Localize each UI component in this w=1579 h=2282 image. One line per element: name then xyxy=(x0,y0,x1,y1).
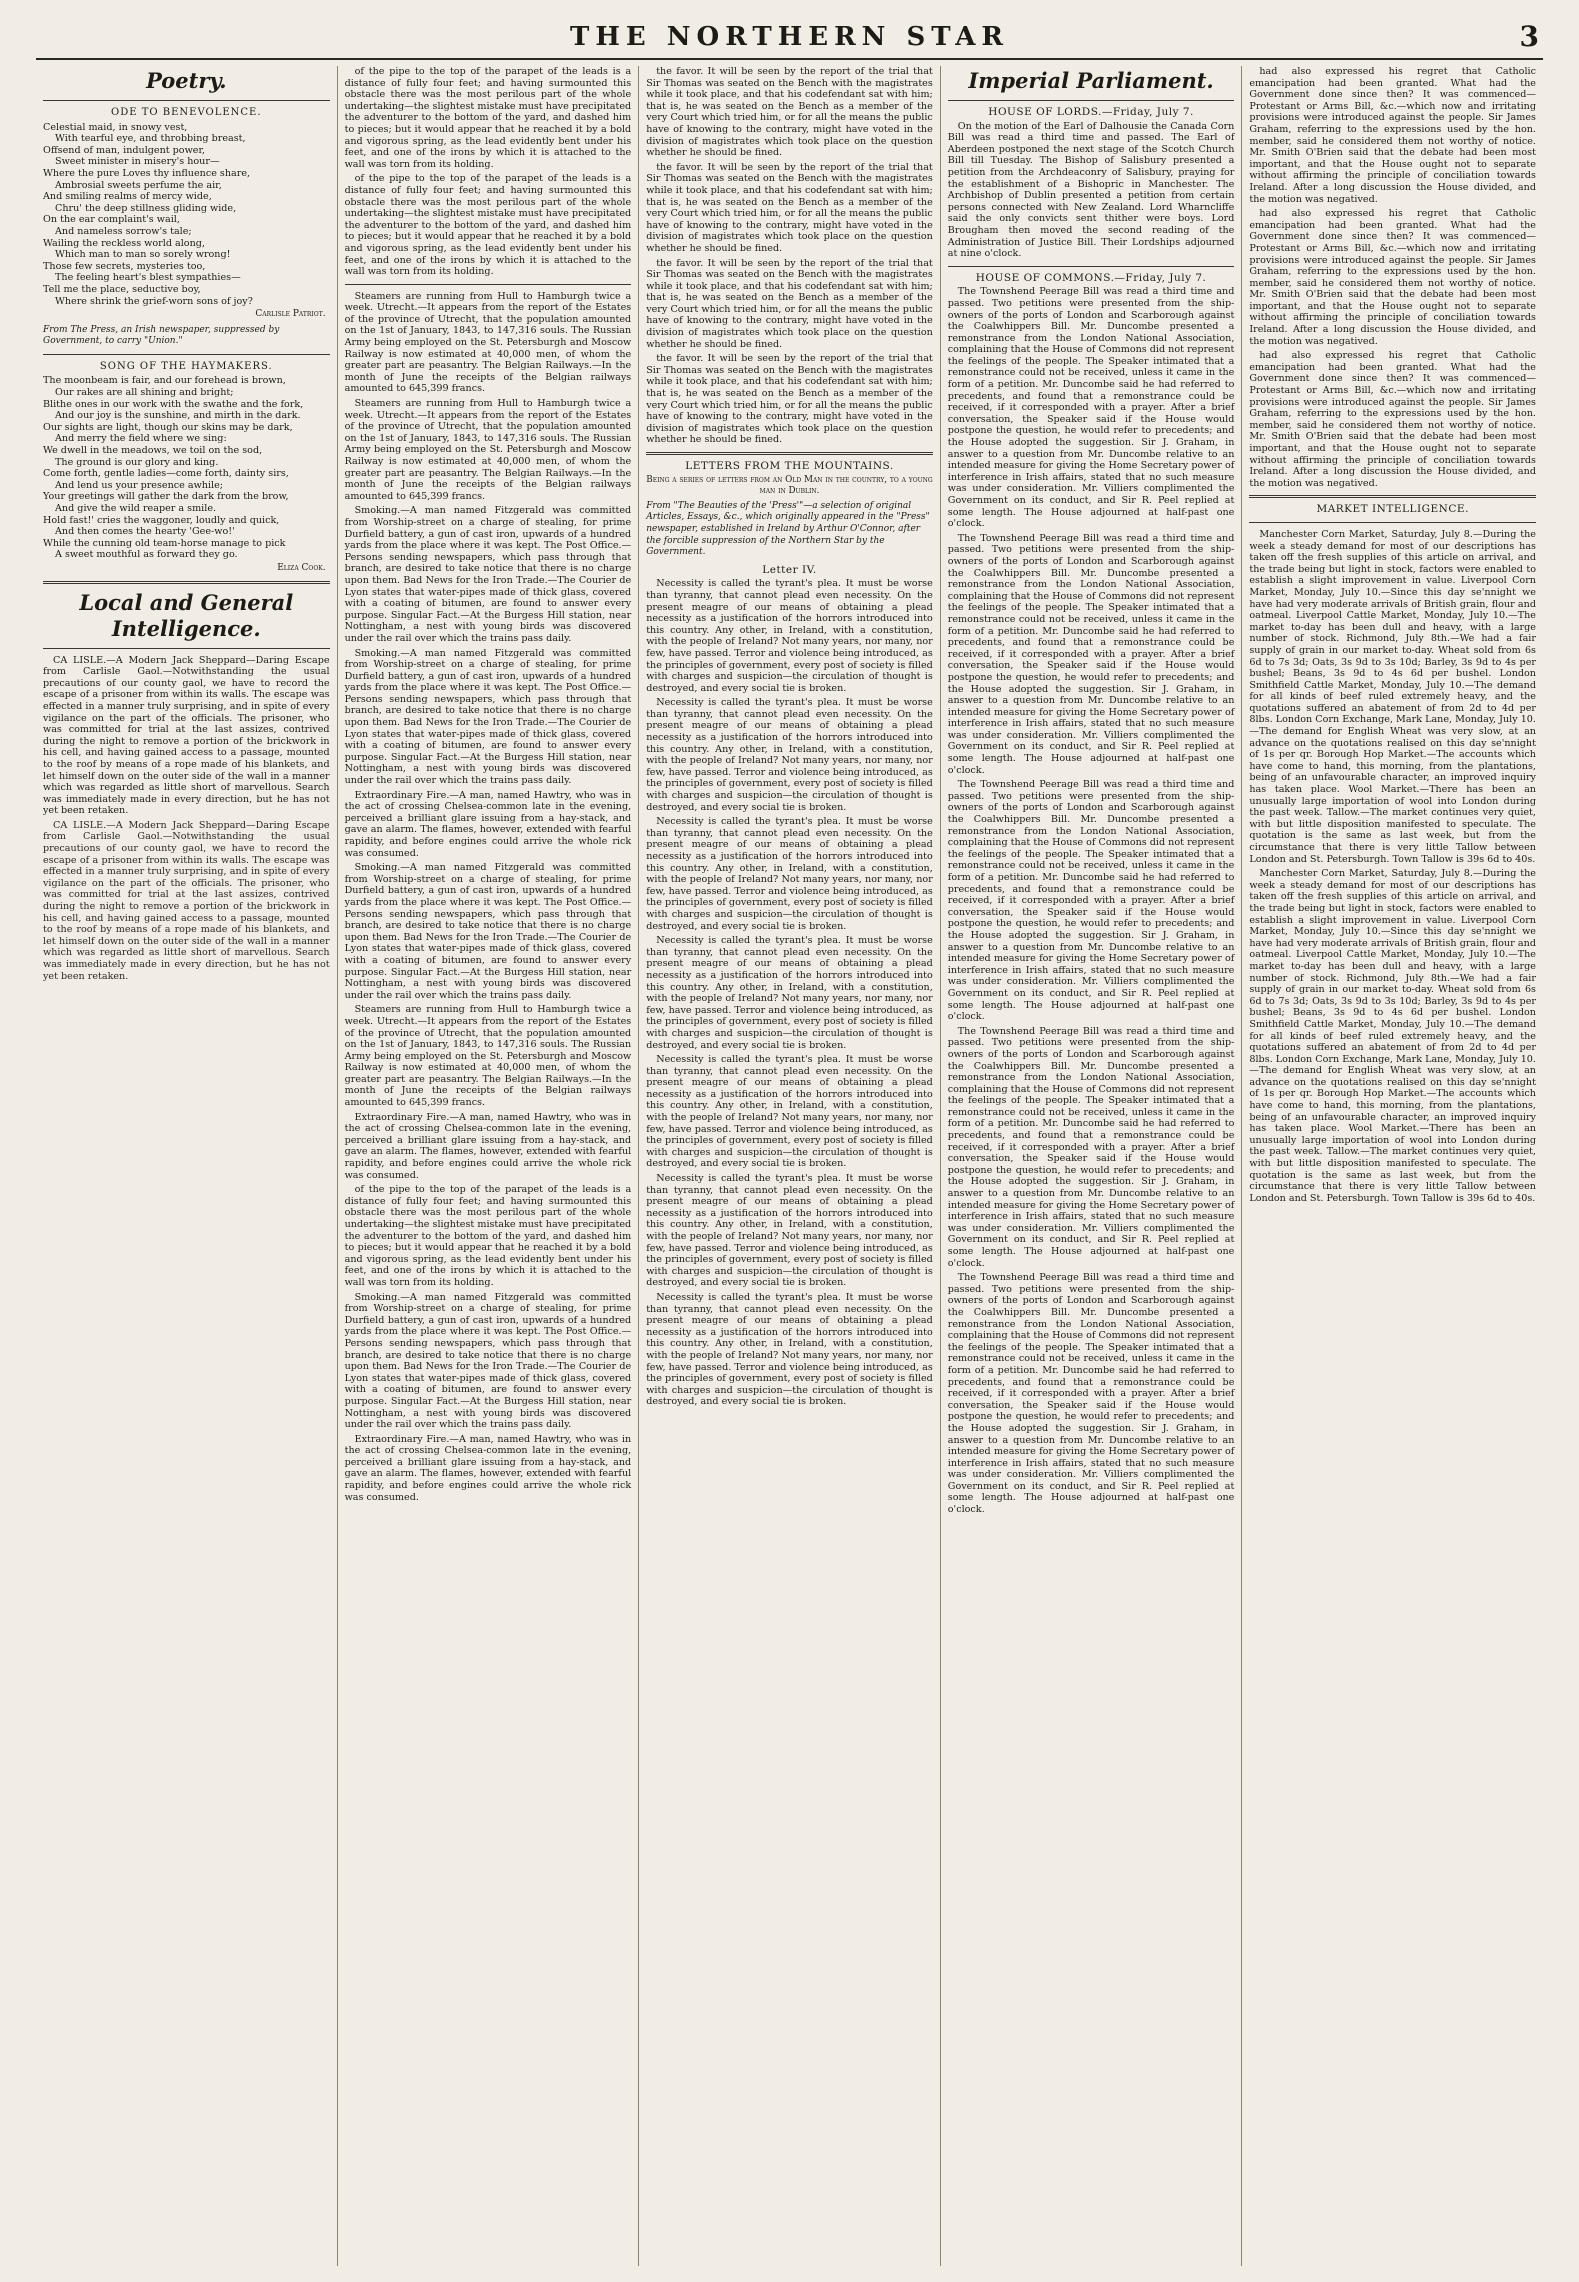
letters-subheading: Being a series of letters from an Old Man in the country, to a young man in Dublin. xyxy=(646,474,933,497)
divider xyxy=(345,284,632,285)
poem-line: Blithe ones in our work with the swathe and the fork, xyxy=(43,398,304,410)
poem-line: Our sights are light, though our skins may be dark, xyxy=(43,421,293,433)
divider xyxy=(948,100,1235,101)
letter-number: Letter IV. xyxy=(762,563,817,576)
poem-line: Chru' the deep stillness gliding wide, xyxy=(55,202,237,214)
article-paragraph: of the pipe to the top of the parapet of the leads is a distance of fully four feet; and having surmounted this obstacle there was the most perilous part of the whole undertaking—the slightest mistake must have precipitated the adventurer to the bottom of the yard, and dashed him to pieces; but it would appear that he reached it by a bold and vigorous spring, as the lead evidently bent under his feet, and one of the irons by which it is attached to the wall was torn from its holding. xyxy=(344,66,632,170)
article-paragraph: Extraordinary Fire.—A man, named Hawtry, who was in the act of crossing Chelsea-common late in the evening, perceived a brilliant glare issuing from a hay-stack, and gave an alarm. The flames, however, extended with fearful rapidity, and before engines could arrive the whole rick was consumed. xyxy=(344,1111,632,1181)
poem-line: While the cunning old team-horse manage to pick xyxy=(43,537,286,549)
poem-line: The feeling heart's blest sympathies— xyxy=(55,272,241,284)
poem-line: Where the pure Loves thy influence share, xyxy=(43,167,251,179)
column-3 xyxy=(639,66,941,2266)
poem-line: Celestial maid, in snowy vest, xyxy=(43,121,188,133)
divider xyxy=(43,648,330,649)
poem-attribution: Eliza Cook. xyxy=(277,562,326,573)
article-paragraph: had also expressed his regret that Catholic emancipation had been granted. What had the Government done since then? It was commenced—Protestant or Arms Bill, &c.—which now and irritating provisions were introduced against the people. Sir James Graham, referring to the expressions used by the hon. member, said he considered them not worthy of notice. Mr. Smith O'Brien said that the debate had been most important, and that the House ought not to separate without affirming the principle of conciliation towards Ireland. After a long discussion the House divided, and the motion was negatived. xyxy=(1249,350,1536,489)
poem-line: Our rakes are all shining and bright; xyxy=(55,387,234,399)
divider xyxy=(43,581,330,584)
poem-line: Hold fast!' cries the waggoner, loudly and quick, xyxy=(43,514,280,526)
poem-line: Those few secrets, mysteries too, xyxy=(43,260,206,272)
poem-attribution: Carlisle Patriot. xyxy=(255,309,326,320)
letters-heading: LETTERS FROM THE MOUNTAINS. xyxy=(685,460,894,472)
article-paragraph: Steamers are running from Hull to Hamburgh twice a week. Utrecht.—It appears from the report of the Estates of the province of Utrecht, that the population amounted on the 1st of January, 1843, to 147,316 souls. The Russian Army being employed on the St. Petersburgh and Moscow Railway is now estimated at 40,000 men, of whom the greater part are peasantry. The Belgian Railways.—In the month of June the receipts of the Belgian railways amounted to 645,399 francs. xyxy=(344,290,632,395)
article-paragraph: the favor. It will be seen by the report of the trial that Sir Thomas was seated on the Bench with the magistrates while it took place, and that his codefendant sat with him; that is, he was seated on the Bench as a member of the very Court which tried him, or for all the means the public have of knowing to the contrary, might have voted in the division of magistrates which took place on the question whether he should be fined. xyxy=(646,66,933,159)
market-heading: MARKET INTELLIGENCE. xyxy=(1316,503,1469,516)
divider xyxy=(1249,522,1536,523)
article-paragraph: The Townshend Peerage Bill was read a third time and passed. Two petitions were presented from the ship-owners of the ports of London and Scarborough against the Coalwhippers Bill. Mr. Duncombe presented a remonstrance from the London National Association, complaining that the House of Commons did not represent the feelings of the people. The Speaker intimated that a remonstrance could not be received, unless it came in the form of a petition. Mr. Duncombe said he had referred to precedents, and found that a remonstrance could be received, if it corresponded with a prayer. After a brief conversation, the Speaker said if the House would postpone the question, he would refer to precedents; and the House adopted the suggestion. Sir J. Graham, in answer to a question from Mr. Duncombe relative to an intended measure for giving the Home Secretary power of interference in Irish affairs, stated that no such measure was under consideration. Mr. Villiers complimented the Government on its conduct, and Sir R. Peel replied at some length. The House adjourned at half-past one o'clock. xyxy=(947,1272,1235,1516)
article-paragraph: had also expressed his regret that Catholic emancipation had been granted. What had the Government done since then? It was commenced—Protestant or Arms Bill, &c.—which now and irritating provisions were introduced against the people. Sir James Graham, referring to the expressions used by the hon. member, said he considered them not worthy of notice. Mr. Smith O'Brien said that the debate had been most important, and that the House ought not to separate without affirming the principle of conciliation towards Ireland. After a long discussion the House divided, and the motion was negatived. xyxy=(1249,66,1536,205)
article-paragraph: The Townshend Peerage Bill was read a third time and passed. Two petitions were presented from the ship-owners of the ports of London and Scarborough against the Coalwhippers Bill. Mr. Duncombe presented a remonstrance from the London National Association, complaining that the House of Commons did not represent the feelings of the people. The Speaker intimated that a remonstrance could not be received, unless it came in the form of a petition. Mr. Duncombe said he had referred to precedents, and found that a remonstrance could be received, if it corresponded with a prayer. After a brief conversation, the Speaker said if the House would postpone the question, he would refer to precedents; and the House adopted the suggestion. Sir J. Graham, in answer to a question from Mr. Duncombe relative to an intended measure for giving the Home Secretary power of interference in Irish affairs, stated that no such measure was under consideration. Mr. Villiers complimented the Government on its conduct, and Sir R. Peel replied at some length. The House adjourned at half-past one o'clock. xyxy=(947,779,1235,1023)
article-paragraph: the favor. It will be seen by the report of the trial that Sir Thomas was seated on the Bench with the magistrates while it took place, and that his codefendant sat with him; that is, he was seated on the Bench as a member of the very Court which tried him, or for all the means the public have of knowing to the contrary, might have voted in the division of magistrates which took place on the question whether he should be fined. xyxy=(646,257,933,350)
poem-title: ODE TO BENEVOLENCE. xyxy=(111,107,262,118)
article-paragraph: Extraordinary Fire.—A man, named Hawtry, who was in the act of crossing Chelsea-common late in the evening, perceived a brilliant glare issuing from a hay-stack, and gave an alarm. The flames, however, extended with fearful rapidity, and before engines could arrive the whole rick was consumed. xyxy=(344,1433,632,1503)
column-5 xyxy=(1242,66,1543,2266)
poem-line: Your greetings will gather the dark from the brow, xyxy=(43,491,289,503)
lords-heading: HOUSE OF LORDS.—Friday, July 7. xyxy=(988,106,1194,118)
divider xyxy=(1249,495,1536,498)
poem-line: And smiling realms of mercy wide, xyxy=(43,191,212,203)
column-2 xyxy=(338,66,640,2266)
poem-line: And our joy is the sunshine, and mirth in the dark. xyxy=(55,410,301,422)
article-paragraph: had also expressed his regret that Catholic emancipation had been granted. What had the Government done since then? It was commenced—Protestant or Arms Bill, &c.—which now and irritating provisions were introduced against the people. Sir James Graham, referring to the expressions used by the hon. member, said he considered them not worthy of notice. Mr. Smith O'Brien said that the debate had been most important, and that the House ought not to separate without affirming the principle of conciliation towards Ireland. After a long discussion the House divided, and the motion was negatived. xyxy=(1249,208,1536,347)
divider xyxy=(646,452,933,455)
article-paragraph: Necessity is called the tyrant's plea. It must be worse than tyranny, that cannot plead even necessity. On the present meagre of our means of obtaining a plead necessity as a justification of the horrors introduced into this country. Any other, in Ireland, with a constitution, with the people of Ireland? Not many years, nor many, nor few, have passed. Terror and violence being introduced, as the principles of government, every post of society is filled with charges and suspicion—the circulation of thought is destroyed, and every social tie is broken. xyxy=(646,935,933,1051)
article-paragraph: Manchester Corn Market, Saturday, July 8.—During the week a steady demand for most of our descriptions has taken off the fresh supplies of this article on arrival, and the trade being but light in stock, factors were enabled to establish a slight improvement in value. Liverpool Corn Market, Monday, July 10.—Since this day se'nnight we have had very moderate arrivals of British grain, flour and oatmeal. Liverpool Cattle Market, Monday, July 10.—The market to-day has been dull and heavy, with a large number of stock. Richmond, July 8th.—We had a fair supply of grain in our market to-day. Wheat sold from 6s 6d to 7s 3d; Oats, 3s 9d to 3s 10d; Barley, 3s 9d to 4s per bushel; Beans, 3s 9d to 4s 6d per bushel. London Smithfield Cattle Market, Monday, July 10.—The demand for all kinds of beef ruled extremely heavy, and the quotations suffered an abatement of from 2d to 4d per 8lbs. London Corn Exchange, Mark Lane, Monday, July 10.—The demand for English Wheat was very slow, at an advance on the quotations realised on this day se'nnight of 1s per qr. Borough Hop Market.—The accounts which have come to hand, this morning, from the plantations, being of an unfavourable character, an improved inquiry has taken place. Wool Market.—There has been an unusually large importation of wool into London during the past week. Tallow.—The market continues very quiet, with but little disposition manifested to speculate. The quotation is the same as last week, but from the circumstance that there is very little Tallow between London and St. Petersburgh. Town Tallow is 39s 6d to 40s. xyxy=(1249,528,1536,865)
article-paragraph: Necessity is called the tyrant's plea. It must be worse than tyranny, that cannot plead even necessity. On the present meagre of our means of obtaining a plead necessity as a justification of the horrors introduced into this country. Any other, in Ireland, with a constitution, with the people of Ireland? Not many years, nor many, nor few, have passed. Terror and violence being introduced, as the principles of government, every post of society is filled with charges and suspicion—the circulation of thought is destroyed, and every social tie is broken. xyxy=(646,1291,933,1408)
poem-line: We dwell in the meadows, we toil on the sod, xyxy=(43,445,263,457)
article-paragraph: the favor. It will be seen by the report of the trial that Sir Thomas was seated on the Bench with the magistrates while it took place, and that his codefendant sat with him; that is, he was seated on the Bench as a member of the very Court which tried him, or for all the means the public have of knowing to the contrary, might have voted in the division of magistrates which took place on the question whether he should be fined. xyxy=(646,353,933,446)
poem-line: Tell me the place, seductive boy, xyxy=(43,283,201,295)
article-paragraph: CA LISLE.—A Modern Jack Sheppard—Daring Escape from Carlisle Gaol.—Notwithstanding the usual precautions of our county gaol, we have to record the escape of a prisoner from within its walls. The escape was effected in a manner truly surprising, and in spite of every vigilance on the part of the officials. The prisoner, who was committed for trial at the last assizes, contrived during the night to remove a portion of the brickwork in his cell, and having gained access to a passage, mounted to the roof by means of a rope made of his blankets, and let himself down on the outer side of the wall in a manner which was regarded as little short of marvellous. Search was immediately made in every direction, but he has not yet been retaken. xyxy=(43,819,330,982)
poem-line: And give the wild reaper a smile. xyxy=(55,503,217,514)
poem-line: And merry the field where we sing: xyxy=(55,433,227,445)
poem-line: With tearful eye, and throbbing breast, xyxy=(55,133,246,145)
article-paragraph: Smoking.—A man named Fitzgerald was committed from Worship-street on a charge of stealing, for prime Durfield battery, a gun of cast iron, upwards of a hundred yards from the place where it was kept. The Post Office.—Persons sending newspapers, which pass through that branch, are desired to take notice that there is no charge upon them. Bad News for the Iron Trade.—The Courier de Lyon states that water-pipes made of thick glass, covered with a coating of bitumen, are found to answer every purpose. Singular Fact.—At the Burgess Hill station, near Nottingham, a nest with young birds was discovered under the rail over which the trains pass daily. xyxy=(344,505,632,644)
article-paragraph: On the motion of the Earl of Dalhousie the Canada Corn Bill was read a third time and passed. The Earl of Aberdeen postponed the next stage of the Scotch Church Bill till Tuesday. The Bishop of Salisbury presented a petition from the Archdeaconry of Salisbury, praying for the establishment of a Bishopric in Manchester. The Archbishop of Dublin presented a petition from certain persons connected with New Zealand. Lord Wharncliffe said the only convicts sent thither were boys. Lord Brougham then moved the second reading of the Administration of Justice Bill. Their Lordships adjourned at nine o'clock. xyxy=(947,120,1235,260)
masthead xyxy=(36,20,1543,60)
poem-line: The ground is our glory and king. xyxy=(55,456,219,468)
article-paragraph: Steamers are running from Hull to Hamburgh twice a week. Utrecht.—It appears from the report of the Estates of the province of Utrecht, that the population amounted on the 1st of January, 1843, to 147,316 souls. The Russian Army being employed on the St. Petersburgh and Moscow Railway is now estimated at 40,000 men, of whom the greater part are peasantry. The Belgian Railways.—In the month of June the receipts of the Belgian railways amounted to 645,399 francs. xyxy=(344,1004,632,1109)
poem-line: Come forth, gentle ladies—come forth, dainty sirs, xyxy=(43,468,289,480)
newspaper-columns xyxy=(36,66,1543,2266)
poem-line: The moonbeam is fair, and our forehead is brown, xyxy=(43,375,286,387)
article-paragraph: Necessity is called the tyrant's plea. It must be worse than tyranny, that cannot plead even necessity. On the present meagre of our means of obtaining a plead necessity as a justification of the horrors introduced into this country. Any other, in Ireland, with a constitution, with the people of Ireland? Not many years, nor many, nor few, have passed. Terror and violence being introduced, as the principles of government, every post of society is filled with charges and suspicion—the circulation of thought is destroyed, and every social tie is broken. xyxy=(646,1054,933,1170)
article-paragraph: Smoking.—A man named Fitzgerald was committed from Worship-street on a charge of stealing, for prime Durfield battery, a gun of cast iron, upwards of a hundred yards from the place where it was kept. The Post Office.—Persons sending newspapers, which pass through that branch, are desired to take notice that there is no charge upon them. Bad News for the Iron Trade.—The Courier de Lyon states that water-pipes made of thick glass, covered with a coating of bitumen, are found to answer every purpose. Singular Fact.—At the Burgess Hill station, near Nottingham, a nest with young birds was discovered under the rail over which the trains pass daily. xyxy=(344,647,632,787)
article-paragraph: Necessity is called the tyrant's plea. It must be worse than tyranny, that cannot plead even necessity. On the present meagre of our means of obtaining a plead necessity as a justification of the horrors introduced into this country. Any other, in Ireland, with a constitution, with the people of Ireland? Not many years, nor many, nor few, have passed. Terror and violence being introduced, as the principles of government, every post of society is filled with charges and suspicion—the circulation of thought is destroyed, and every social tie is broken. xyxy=(646,697,933,813)
poetry-section-heading: Poetry. xyxy=(146,68,227,93)
article-paragraph: Smoking.—A man named Fitzgerald was committed from Worship-street on a charge of stealing, for prime Durfield battery, a gun of cast iron, upwards of a hundred yards from the place where it was kept. The Post Office.—Persons sending newspapers, which pass through that branch, are desired to take notice that there is no charge upon them. Bad News for the Iron Trade.—The Courier de Lyon states that water-pipes made of thick glass, covered with a coating of bitumen, are found to answer every purpose. Singular Fact.—At the Burgess Hill station, near Nottingham, a nest with young birds was discovered under the rail over which the trains pass daily. xyxy=(344,862,632,1001)
article-paragraph: the favor. It will be seen by the report of the trial that Sir Thomas was seated on the Bench with the magistrates while it took place, and that his codefendant sat with him; that is, he was seated on the Bench as a member of the very Court which tried him, or for all the means the public have of knowing to the contrary, might have voted in the division of magistrates which took place on the question whether he should be fined. xyxy=(646,161,933,254)
column-4 xyxy=(941,66,1243,2266)
article-paragraph: CA LISLE.—A Modern Jack Sheppard—Daring Escape from Carlisle Gaol.—Notwithstanding the usual precautions of our county gaol, we have to record the escape of a prisoner from within its walls. The escape was effected in a manner truly surprising, and in spite of every vigilance on the part of the officials. The prisoner, who was committed for trial at the last assizes, contrived during the night to remove a portion of the brickwork in his cell, and having gained access to a passage, mounted to the roof by means of a rope made of his blankets, and let himself down on the outer side of the wall in a manner which was regarded as little short of marvellous. Search was immediately made in every direction, but he has not yet been retaken. xyxy=(43,654,330,817)
divider xyxy=(43,100,330,101)
page-number: 3 xyxy=(1519,20,1539,53)
poem-line: On the ear complaint's wail, xyxy=(43,214,180,226)
poem-haymakers xyxy=(43,375,330,561)
article-paragraph: of the pipe to the top of the parapet of the leads is a distance of fully four feet; and having surmounted this obstacle there was the most perilous part of the whole undertaking—the slightest mistake must have precipitated the adventurer to the bottom of the yard, and dashed him to pieces; but it would appear that he reached it by a bold and vigorous spring, as the lead evidently bent under his feet, and one of the irons by which it is attached to the wall was torn from its holding. xyxy=(344,1184,632,1288)
article-paragraph: Steamers are running from Hull to Hamburgh twice a week. Utrecht.—It appears from the report of the Estates of the province of Utrecht, that the population amounted on the 1st of January, 1843, to 147,316 souls. The Russian Army being employed on the St. Petersburgh and Moscow Railway is now estimated at 40,000 men, of whom the greater part are peasantry. The Belgian Railways.—In the month of June the receipts of the Belgian railways amounted to 645,399 francs. xyxy=(344,398,632,502)
column-1 xyxy=(36,66,338,2266)
article-paragraph: Extraordinary Fire.—A man, named Hawtry, who was in the act of crossing Chelsea-common late in the evening, perceived a brilliant glare issuing from a hay-stack, and gave an alarm. The flames, however, extended with fearful rapidity, and before engines could arrive the whole rick was consumed. xyxy=(344,789,632,859)
poem-source-note: From The Press, an Irish newspaper, suppressed by Government, to carry "Union." xyxy=(43,324,280,347)
poem-title: SONG OF THE HAYMAKERS. xyxy=(99,360,273,372)
article-paragraph: The Townshend Peerage Bill was read a third time and passed. Two petitions were presented from the ship-owners of the ports of London and Scarborough against the Coalwhippers Bill. Mr. Duncombe presented a remonstrance from the London National Association, complaining that the House of Commons did not represent the feelings of the people. The Speaker intimated that a remonstrance could not be received, unless it came in the form of a petition. Mr. Duncombe said he had referred to precedents, and found that a remonstrance could be received, if it corresponded with a prayer. After a brief conversation, the Speaker said if the House would postpone the question, he would refer to precedents; and the House adopted the suggestion. Sir J. Graham, in answer to a question from Mr. Duncombe relative to an intended measure for giving the Home Secretary power of interference in Irish affairs, stated that no such measure was under consideration. Mr. Villiers complimented the Government on its conduct, and Sir R. Peel replied at some length. The House adjourned at half-past one o'clock. xyxy=(947,532,1235,776)
poem-line: Ambrosial sweets perfume the air, xyxy=(55,179,222,191)
poem-line: Offsend of man, indulgent power, xyxy=(43,144,206,156)
divider xyxy=(948,266,1235,267)
article-paragraph: of the pipe to the top of the parapet of the leads is a distance of fully four feet; and having surmounted this obstacle there was the most perilous part of the whole undertaking—the slightest mistake must have precipitated the adventurer to the bottom of the yard, and dashed him to pieces; but it would appear that he reached it by a bold and vigorous spring, as the lead evidently bent under his feet, and one of the irons by which it is attached to the wall was torn from its holding. xyxy=(344,173,632,278)
article-paragraph: The Townshend Peerage Bill was read a third time and passed. Two petitions were presented from the ship-owners of the ports of London and Scarborough against the Coalwhippers Bill. Mr. Duncombe presented a remonstrance from the London National Association, complaining that the House of Commons did not represent the feelings of the people. The Speaker intimated that a remonstrance could not be received, unless it came in the form of a petition. Mr. Duncombe said he had referred to precedents, and found that a remonstrance could be received, if it corresponded with a prayer. After a brief conversation, the Speaker said if the House would postpone the question, he would refer to precedents; and the House adopted the suggestion. Sir J. Graham, in answer to a question from Mr. Duncombe relative to an intended measure for giving the Home Secretary power of interference in Irish affairs, stated that no such measure was under consideration. Mr. Villiers complimented the Government on its conduct, and Sir R. Peel replied at some length. The House adjourned at half-past one o'clock. xyxy=(947,1025,1235,1269)
poem-line: And lend us your presence awhile; xyxy=(55,479,224,491)
newspaper-title: THE NORTHERN STAR xyxy=(570,22,1009,52)
local-intelligence-heading: Local and General Intelligence. xyxy=(79,589,294,641)
poem-line: And then comes the hearty 'Gee-wo!' xyxy=(55,526,235,538)
commons-heading: HOUSE OF COMMONS.—Friday, July 7. xyxy=(975,271,1207,284)
article-paragraph: Necessity is called the tyrant's plea. It must be worse than tyranny, that cannot plead even necessity. On the present meagre of our means of obtaining a plead necessity as a justification of the horrors introduced into this country. Any other, in Ireland, with a constitution, with the people of Ireland? Not many years, nor many, nor few, have passed. Terror and violence being introduced, as the principles of government, every post of society is filled with charges and suspicion—the circulation of thought is destroyed, and every social tie is broken. xyxy=(646,578,933,694)
article-filler xyxy=(43,820,330,982)
poem-line: And nameless sorrow's tale; xyxy=(55,225,192,237)
parliament-section-heading: Imperial Parliament. xyxy=(968,68,1214,93)
article-paragraph: Necessity is called the tyrant's plea. It must be worse than tyranny, that cannot plead even necessity. On the present meagre of our means of obtaining a plead necessity as a justification of the horrors introduced into this country. Any other, in Ireland, with a constitution, with the people of Ireland? Not many years, nor many, nor few, have passed. Terror and violence being introduced, as the principles of government, every post of society is filled with charges and suspicion—the circulation of thought is destroyed, and every social tie is broken. xyxy=(646,816,933,932)
poem-line: Sweet minister in misery's hour— xyxy=(55,156,220,168)
poem-ode-benevolence xyxy=(43,122,330,308)
letters-source-note: From "The Beauties of the 'Press'"—a selection of original Articles, Essays, &c., which originally appeared in the "Press" newspaper, established in Ireland by Arthur O'Connor, after the forcible suppression of the Northern Star by the Government. xyxy=(646,500,930,558)
article-paragraph: Manchester Corn Market, Saturday, July 8.—During the week a steady demand for most of our descriptions has taken off the fresh supplies of this article on arrival, and the trade being but light in stock, factors were enabled to establish a slight improvement in value. Liverpool Corn Market, Monday, July 10.—Since this day se'nnight we have had very moderate arrivals of British grain, flour and oatmeal. Liverpool Cattle Market, Monday, July 10.—The market to-day has been dull and heavy, with a large number of stock. Richmond, July 8th.—We had a fair supply of grain in our market to-day. Wheat sold from 6s 6d to 7s 3d; Oats, 3s 9d to 3s 10d; Barley, 3s 9d to 4s per bushel; Beans, 3s 9d to 4s 6d per bushel. London Smithfield Cattle Market, Monday, July 10.—The demand for all kinds of beef ruled extremely heavy, and the quotations suffered an abatement of from 2d to 4d per 8lbs. London Corn Exchange, Mark Lane, Monday, July 10.—The demand for English Wheat was very slow, at an advance on the quotations realised on this day se'nnight of 1s per qr. Borough Hop Market.—The accounts which have come to hand, this morning, from the plantations, being of an unfavourable character, an improved inquiry has taken place. Wool Market.—There has been an unusually large importation of wool into London during the past week. Tallow.—The market continues very quiet, with but little disposition manifested to speculate. The quotation is the same as last week, but from the circumstance that there is very little Tallow between London and St. Petersburgh. Town Tallow is 39s 6d to 40s. xyxy=(1249,868,1536,1204)
article-paragraph: Necessity is called the tyrant's plea. It must be worse than tyranny, that cannot plead even necessity. On the present meagre of our means of obtaining a plead necessity as a justification of the horrors introduced into this country. Any other, in Ireland, with a constitution, with the people of Ireland? Not many years, nor many, nor few, have passed. Terror and violence being introduced, as the principles of government, every post of society is filled with charges and suspicion—the circulation of thought is destroyed, and every social tie is broken. xyxy=(646,1173,933,1289)
poem-line: Wailing the reckless world along, xyxy=(43,237,205,249)
divider xyxy=(43,354,330,355)
article-paragraph: The Townshend Peerage Bill was read a third time and passed. Two petitions were presented from the ship-owners of the ports of London and Scarborough against the Coalwhippers Bill. Mr. Duncombe presented a remonstrance from the London National Association, complaining that the House of Commons did not represent the feelings of the people. The Speaker intimated that a remonstrance could not be received, unless it came in the form of a petition. Mr. Duncombe said he had referred to precedents, and found that a remonstrance could be received, if it corresponded with a prayer. After a brief conversation, the Speaker said if the House would postpone the question, he would refer to precedents; and the House adopted the suggestion. Sir J. Graham, in answer to a question from Mr. Duncombe relative to an intended measure for giving the Home Secretary power of interference in Irish affairs, stated that no such measure was under consideration. Mr. Villiers complimented the Government on its conduct, and Sir R. Peel replied at some length. The House adjourned at half-past one o'clock. xyxy=(947,286,1235,530)
poem-line: Where shrink the grief-worn sons of joy? xyxy=(55,295,253,307)
poem-line: A sweet mouthful as forward they go. xyxy=(55,549,238,561)
article-paragraph: Smoking.—A man named Fitzgerald was committed from Worship-street on a charge of stealing, for prime Durfield battery, a gun of cast iron, upwards of a hundred yards from the place where it was kept. The Post Office.—Persons sending newspapers, which pass through that branch, are desired to take notice that there is no charge upon them. Bad News for the Iron Trade.—The Courier de Lyon states that water-pipes made of thick glass, covered with a coating of bitumen, are found to answer every purpose. Singular Fact.—At the Burgess Hill station, near Nottingham, a nest with young birds was discovered under the rail over which the trains pass daily. xyxy=(344,1291,632,1431)
poem-line: Which man to man so sorely wrong! xyxy=(55,249,231,261)
